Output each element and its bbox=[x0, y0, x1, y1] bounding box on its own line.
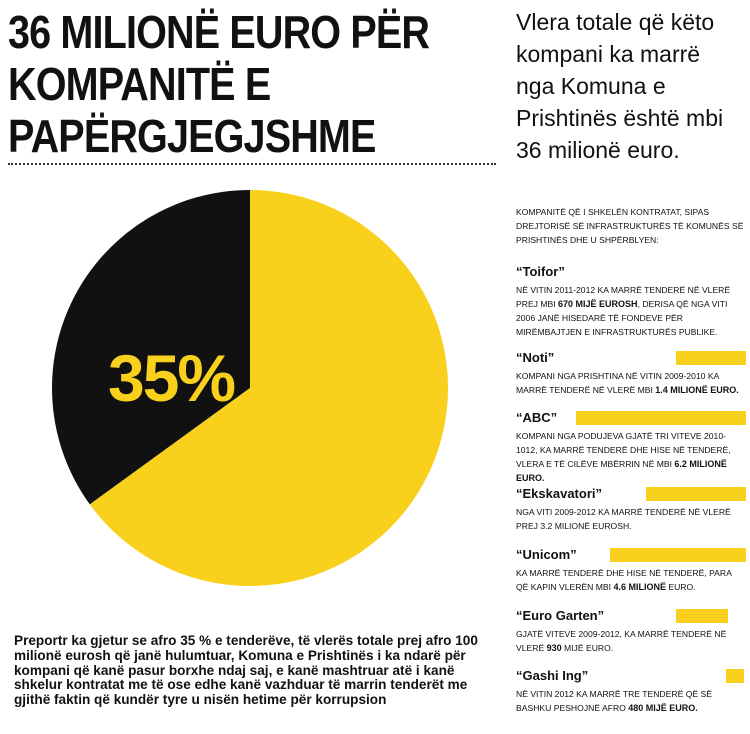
company-description: KA MARRË TENDERË DHE HISE NË TENDERË, PARA QË KAPIN VLERËN MBI 4.6 MILIONË EURO. bbox=[516, 568, 732, 592]
company-entry-euro-garten bbox=[516, 606, 746, 655]
highlight-bar bbox=[676, 609, 728, 623]
highlight-bar bbox=[726, 669, 744, 683]
company-entry-toifor bbox=[516, 262, 746, 339]
company-name: “Toifor” bbox=[516, 262, 568, 282]
company-entry-ekskavatori bbox=[516, 484, 746, 533]
company-description: KOMPANI NGA PODUJEVA GJATË TRI VITEVE 2010-1012, KA MARRË TENDERË DHE HISE NË TENDERË, VLERA E TË CILËVE MBËRRIN NË MBI 6.2 MILIONË EURO. bbox=[516, 431, 731, 483]
lead-line-4: Prishtinës është mbi bbox=[516, 105, 724, 131]
headline-line-1: 36 MILIONË EURO PËR bbox=[8, 6, 430, 58]
pie-chart bbox=[10, 188, 490, 588]
headline-line-2: KOMPANITË E bbox=[8, 58, 271, 110]
company-name: “Euro Garten” bbox=[516, 606, 607, 626]
highlight-bar bbox=[646, 487, 746, 501]
company-description: NË VITIN 2012 KA MARRË TRE TENDERË QË SË BASHKU PESHOJNË AFRO 480 MIJË EURO. bbox=[516, 689, 712, 713]
lead-line-5: 36 milionë euro. bbox=[516, 137, 680, 163]
company-name: “ABC” bbox=[516, 408, 560, 428]
company-entry-unicom bbox=[516, 545, 746, 594]
company-name: “Unicom” bbox=[516, 545, 580, 565]
headline bbox=[8, 6, 430, 162]
highlight-bar bbox=[676, 351, 746, 365]
highlight-bar bbox=[610, 548, 746, 562]
company-name: “Noti” bbox=[516, 348, 557, 368]
pie-chart-svg bbox=[10, 188, 490, 588]
lead-line-3: nga Komuna e bbox=[516, 73, 666, 99]
summary-paragraph: Preportr ka gjetur se afro 35 % e tenderëve, të vlerës totale prej afro 100 milionë eurosh që janë hulumtuar, Komuna e Prishtinës i ka ndarë për kompani që kanë pasur borxhe ndaj saj, e kanë mashtruar atë i kanë shkelur kontratat me të ose edhe kanë vazhduar të marrin tenderët me gjithë faktin që kundër tyre u nisën hetime për korrupsion bbox=[14, 633, 478, 708]
company-description: KOMPANI NGA PRISHTINA NË VITIN 2009-2010 KA MARRË TENDERË NË VLERË MBI 1.4 MILIONË EURO. bbox=[516, 371, 739, 395]
company-description: NË VITIN 2011-2012 KA MARRË TENDERË NË VLERË PREJ MBI 670 MIJË EUROSH, DERISA QË NGA VITI 2006 JANË HISEDARË TË FONDEVE PËR MIRËMBAJTJEN E INFRASTRUKTURËS PUBLIKE. bbox=[516, 285, 731, 337]
company-name: “Ekskavatori” bbox=[516, 484, 605, 504]
headline-line-3: PAPËRGJEGJSHME bbox=[8, 110, 376, 162]
company-description: GJATË VITEVE 2009-2012, KA MARRË TENDERË NË VLERË 930 MIJË EURO. bbox=[516, 629, 727, 653]
company-name: “Gashi Ing” bbox=[516, 666, 591, 686]
highlight-bar bbox=[576, 411, 746, 425]
lead-line-2: kompani ka marrë bbox=[516, 41, 701, 67]
intro-text: KOMPANITË QË I SHKELËN KONTRATAT, SIPAS DREJTORISË SË INFRASTRUKTURËS TË KOMUNËS SË PRISHTINËS DHE U SHPËRBLYEN: bbox=[516, 207, 744, 245]
dotted-divider bbox=[8, 163, 496, 165]
lead-line-1: Vlera totale që këto bbox=[516, 9, 715, 35]
company-entry-noti bbox=[516, 348, 746, 397]
company-entry-gashi-ing bbox=[516, 666, 746, 715]
company-description: NGA VITI 2009-2012 KA MARRË TENDERË NË VLERË PREJ 3.2 MILIONË EUROSH. bbox=[516, 507, 731, 531]
company-entry-abc bbox=[516, 408, 746, 485]
pie-percent-label: 35% bbox=[108, 341, 235, 415]
lead-text bbox=[516, 6, 746, 166]
